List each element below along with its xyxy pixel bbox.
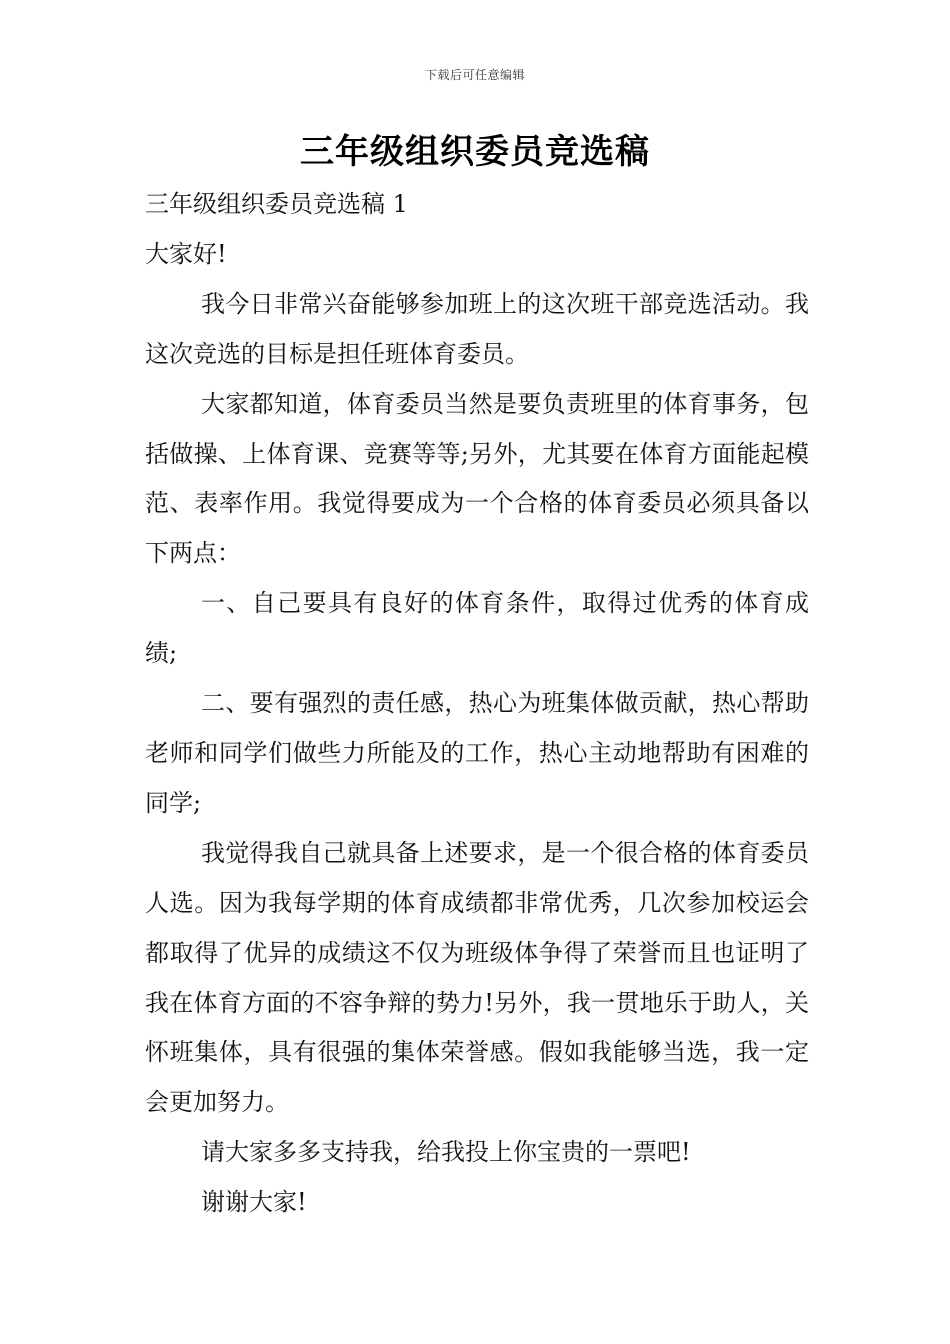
paragraph-point-one: 一、自己要具有良好的体育条件，取得过优秀的体育成绩; [145,589,809,668]
document-title: 三年级组织委员竞选稿 [300,132,650,172]
paragraph-request: 请大家多多支持我，给我投上你宝贵的一票吧! [201,1138,691,1167]
header-note: 下载后可任意编辑 [424,68,525,82]
paragraph-point-two: 二、要有强烈的责任感，热心为班集体做贡献，热心帮助老师和同学们做些力所能及的工作，热心主动地帮助有困难的同学; [145,689,809,817]
paragraph-intro: 我今日非常兴奋能够参加班上的这次班干部竞选活动。我这次竞选的目标是担任班体育委员。 [145,289,809,368]
document-subtitle: 三年级组织委员竞选稿 1 [145,190,408,218]
document-body [145,180,809,1228]
paragraph-qualifications: 我觉得我自己就具备上述要求，是一个很合格的体育委员人选。因为我每学期的体育成绩都非常优秀，几次参加校运会都取得了优异的成绩这不仅为班级体争得了荣誉而且也证明了我在体育方面的不容争辩的势力!另外，我一贯地乐于助人，关怀班集体，具有很强的集体荣誉感。假如我能够当选，我一定会更加努力。 [145,838,809,1117]
paragraph-thanks: 谢谢大家! [201,1188,307,1217]
greeting: 大家好! [145,239,227,268]
paragraph-duties: 大家都知道，体育委员当然是要负责班里的体育事务，包括做操、上体育课、竞赛等等;另外，尤其要在体育方面能起模范、表率作用。我觉得要成为一个合格的体育委员必须具备以下两点： [145,389,809,568]
